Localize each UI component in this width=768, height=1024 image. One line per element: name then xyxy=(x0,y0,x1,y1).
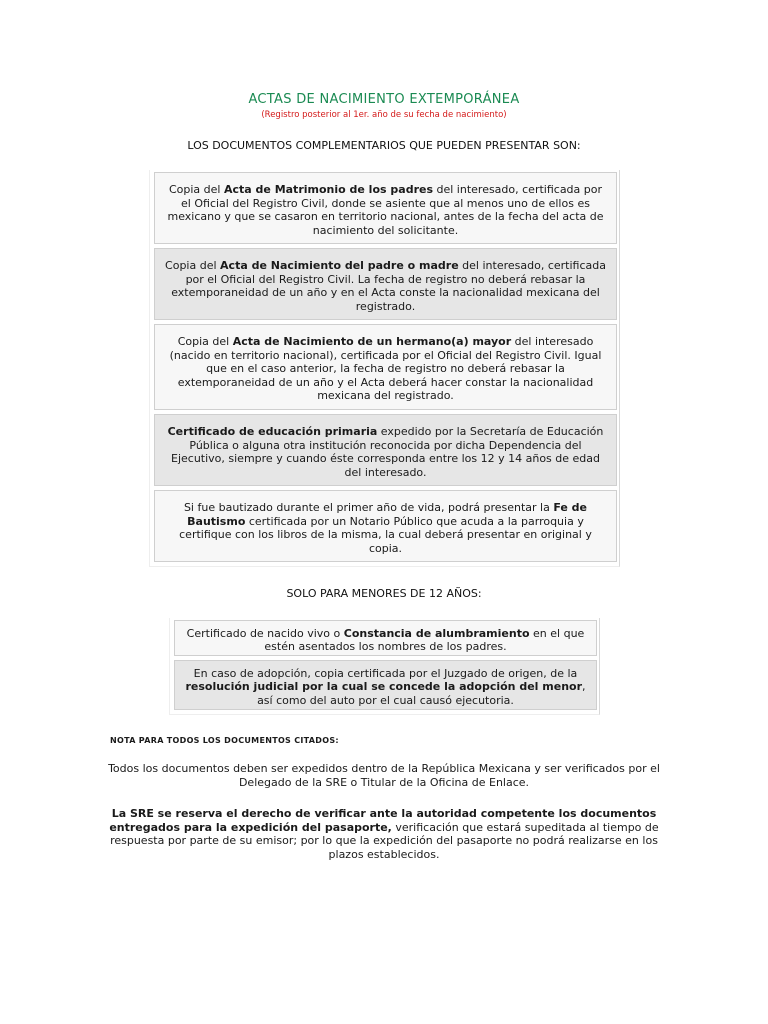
document-item-acta-padre-madre xyxy=(154,248,617,320)
section-heading-documents: LOS DOCUMENTOS COMPLEMENTARIOS QUE PUEDEN PRESENTAR SON: xyxy=(187,139,581,152)
section-heading-menores: SOLO PARA MENORES DE 12 AÑOS: xyxy=(286,587,482,600)
document-item-fe-bautismo xyxy=(154,490,617,562)
documents-list xyxy=(149,170,620,567)
menores-documents-list xyxy=(169,618,600,715)
nota-heading: NOTA PARA TODOS LOS DOCUMENTOS CITADOS: xyxy=(110,736,339,745)
document-item-text: Copia del Acta de Nacimiento de un hermano(a) mayor del interesado (nacido en territorio nacional), certificada por el Oficial del Registro Civil. Igual que en el caso anterior, la fecha de registro no deberá rebasar la extemporaneidad de un año y el Acta deberá hacer constar la nacionalidad mexicana del registrado. xyxy=(169,335,602,403)
document-item-text: Copia del Acta de Matrimonio de los padres del interesado, certificada por el Oficial del Registro Civil, donde se asiente que al menos uno de ellos es mexicano y que se casaron en territorio nacional, antes de la fecha del acta de nacimiento del solicitante. xyxy=(167,183,604,237)
document-item-certificado-primaria xyxy=(154,414,617,486)
document-item-acta-matrimonio xyxy=(154,172,617,244)
document-item-text: Certificado de nacido vivo o Constancia de alumbramiento en el que estén asentados los nombres de los padres. xyxy=(186,626,585,653)
nota-paragraph-verificacion: La SRE se reserva el derecho de verificar ante la autoridad competente los documentos entregados para la expedición del pasaporte, verificación que estará supeditada al tiempo de respuesta por parte de su emisor; por lo que la expedición del pasaporte no podrá realizarse en los plazos establecidos. xyxy=(109,807,659,861)
document-item-text: Certificado de educación primaria expedido por la Secretaría de Educación Pública o alguna otra institución reconocida por dicha Dependencia del Ejecutivo, siempre y cuando éste corresponda entre los 12 y 14 años de edad del interesado. xyxy=(167,425,604,479)
page-title: ACTAS DE NACIMIENTO EXTEMPORÁNEA xyxy=(248,92,520,107)
document-item-text: Copia del Acta de Nacimiento del padre o madre del interesado, certificada por el Oficial del Registro Civil. La fecha de registro no deberá rebasar la extemporaneidad de un año y en el Acta conste la nacionalidad mexicana del registrado. xyxy=(165,259,606,313)
document-item-resolucion-adopcion xyxy=(174,660,597,710)
document-item-constancia-alumbramiento xyxy=(174,620,597,656)
page-subtitle: (Registro posterior al 1er. año de su fecha de nacimiento) xyxy=(261,110,507,120)
document-item-text: En caso de adopción, copia certificada por el Juzgado de origen, de la resolución judicial por la cual se concede la adopción del menor, así como del auto por el cual causó ejecutoria. xyxy=(185,666,586,707)
nota-paragraph-expedicion: Todos los documentos deben ser expedidos dentro de la República Mexicana y ser verificados por el Delegado de la SRE o Titular de la Oficina de Enlace. xyxy=(108,762,660,789)
document-item-text: Si fue bautizado durante el primer año de vida, podrá presentar la Fe de Bautismo certificada por un Notario Público que acuda a la parroquia y certifique con los libros de la misma, la cual deberá presentar en original y copia. xyxy=(179,501,592,555)
document-item-acta-hermano xyxy=(154,324,617,410)
